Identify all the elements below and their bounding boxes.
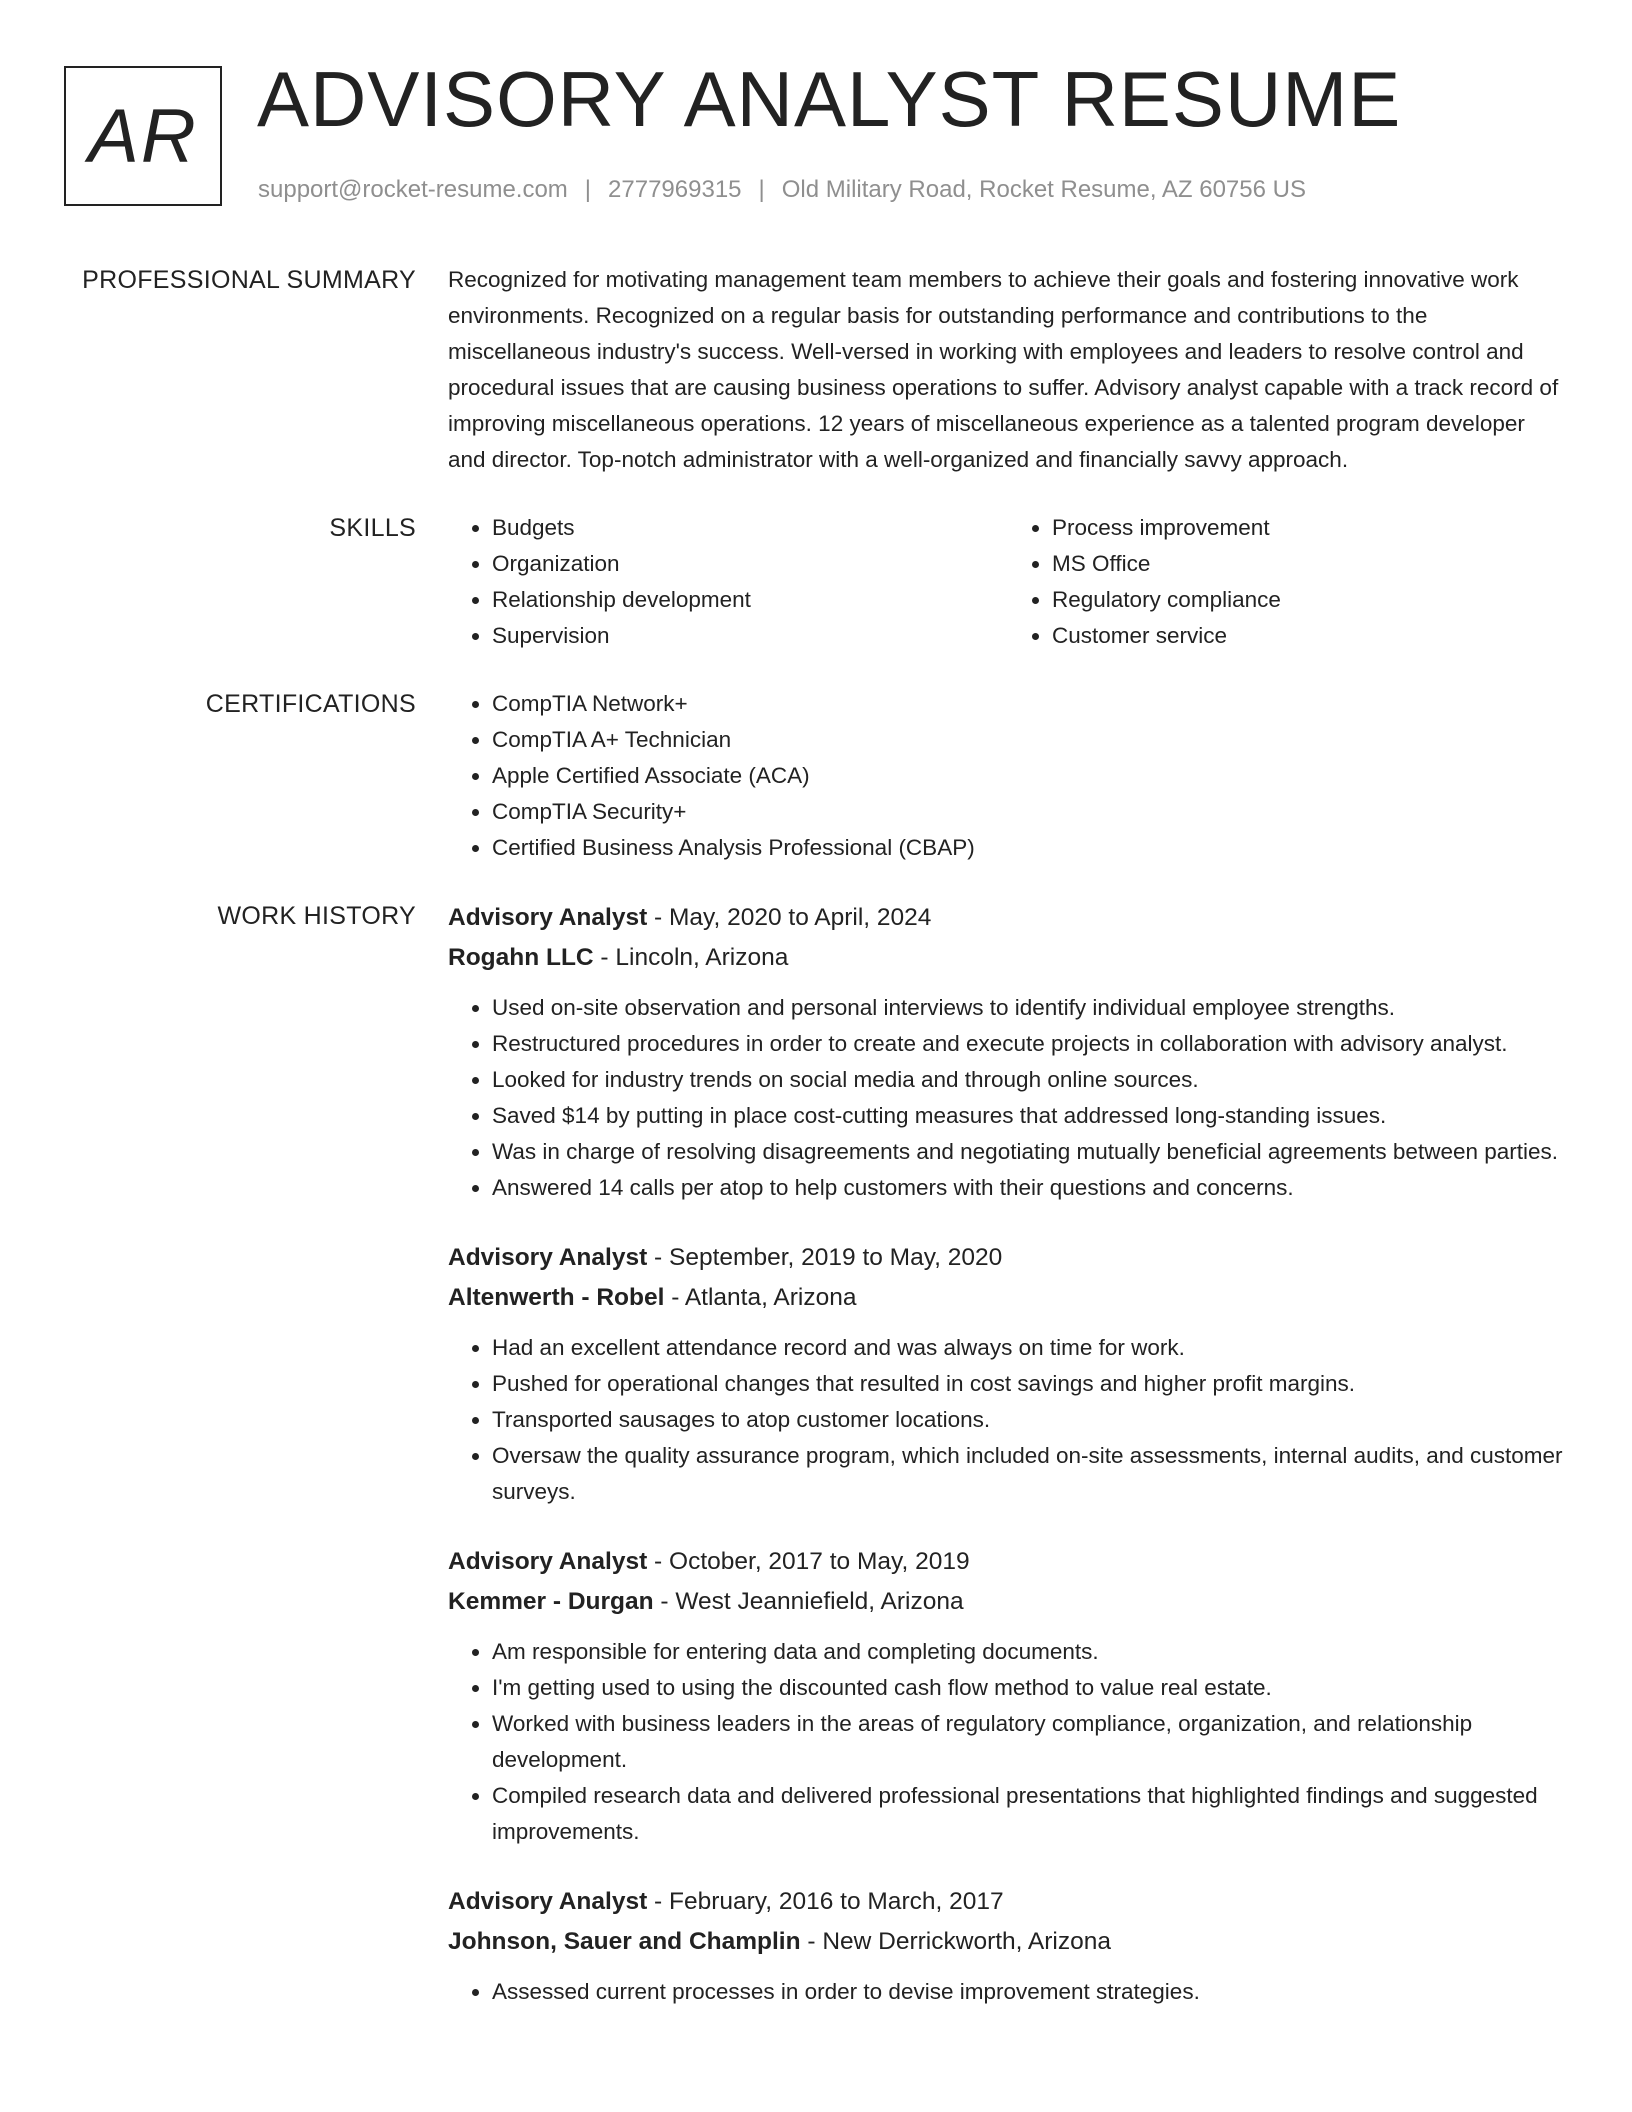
contact-separator: | (584, 176, 592, 203)
section-heading: PROFESSIONAL SUMMARY (82, 266, 416, 294)
contact-separator: | (758, 176, 765, 203)
certifications-section (0, 686, 1632, 866)
skill-item: • Supervision (492, 618, 1008, 654)
job-entry (448, 1542, 1568, 1850)
section-heading: CERTIFICATIONS (205, 690, 416, 718)
resume-title: ADVISORY ANALYST RESUME (257, 55, 1402, 143)
job-bullets (448, 1330, 1568, 1510)
job-entry (448, 1882, 1568, 2010)
job-title: Advisory Analyst (448, 1244, 648, 1271)
job-bullet: • Answered 14 calls per atop to help customers with their questions and concerns. (492, 1170, 1568, 1206)
resume-content (0, 262, 1632, 2042)
monogram-box (64, 66, 222, 206)
summary-text: Recognized for motivating management team members to achieve their goals and fostering innovative work environments. Recognized on a regular basis for outstanding performance and contributions to the miscellaneous industry's success. Well-versed in working with employees and leaders to resolve control and procedural issues that are causing business operations to suffer. Advisory analyst capable with a track record of improving miscellaneous operations. 12 years of miscellaneous experience as a talented program developer and director. Top-notch administrator with a well-organized and financially savvy approach. (448, 267, 1559, 472)
job-title: Advisory Analyst (448, 1888, 648, 1915)
skills-list-right (1008, 510, 1568, 654)
job-bullet: • Saved $14 by putting in place cost-cutting measures that addressed long-standing issues. (492, 1098, 1568, 1134)
contact-address: Old Military Road, Rocket Resume, AZ 60756 US (781, 176, 1306, 203)
job-dates: - February, 2016 to March, 2017 (647, 1888, 1004, 1915)
section-heading: WORK HISTORY (217, 902, 416, 930)
job-bullet: • I'm getting used to using the discounted cash flow method to value real estate. (492, 1670, 1568, 1706)
skill-item: • MS Office (1052, 546, 1568, 582)
job-bullet: • Restructured procedures in order to create and execute projects in collaboration with advisory analyst. (492, 1026, 1568, 1062)
certification-item: • Apple Certified Associate (ACA) (492, 758, 1568, 794)
certification-item: • CompTIA Security+ (492, 794, 1568, 830)
job-location: - West Jeanniefield, Arizona (653, 1588, 964, 1615)
job-company: Rogahn LLC (448, 944, 594, 971)
professional-summary-section (0, 262, 1632, 478)
job-entry (448, 898, 1568, 1206)
work-history-section (0, 898, 1632, 2042)
job-bullet: • Had an excellent attendance record and was always on time for work. (492, 1330, 1568, 1366)
job-company: Johnson, Sauer and Champlin (448, 1928, 801, 1955)
job-dates: - September, 2019 to May, 2020 (647, 1244, 1003, 1271)
job-bullets (448, 1974, 1568, 2010)
job-title: Advisory Analyst (448, 1548, 648, 1575)
job-location: - Atlanta, Arizona (664, 1284, 857, 1311)
job-bullet: • Assessed current processes in order to devise improvement strategies. (492, 1974, 1568, 2010)
job-bullet: • Compiled research data and delivered professional presentations that highlighted findings and suggested improvements. (492, 1778, 1568, 1850)
contact-email: support@rocket-resume.com (258, 176, 568, 203)
job-dates: - October, 2017 to May, 2019 (647, 1548, 970, 1575)
job-bullets (448, 1634, 1568, 1850)
job-bullet: • Used on-site observation and personal interviews to identify individual employee strengths. (492, 990, 1568, 1026)
skill-item: • Customer service (1052, 618, 1568, 654)
skill-item: • Budgets (492, 510, 1008, 546)
job-bullets (448, 990, 1568, 1206)
certification-item: • CompTIA Network+ (492, 686, 1568, 722)
job-location: - New Derrickworth, Arizona (800, 1928, 1111, 1955)
job-bullet: • Pushed for operational changes that resulted in cost savings and higher profit margins. (492, 1366, 1568, 1402)
job-bullet: • Transported sausages to atop customer locations. (492, 1402, 1568, 1438)
skills-list-left (448, 510, 1008, 654)
contact-line (258, 176, 1306, 204)
job-bullet: • Was in charge of resolving disagreements and negotiating mutually beneficial agreements between parties. (492, 1134, 1568, 1170)
certifications-list (448, 686, 1568, 866)
job-dates: - May, 2020 to April, 2024 (647, 904, 932, 931)
job-company: Altenwerth - Robel (448, 1284, 665, 1311)
job-bullet: • Looked for industry trends on social media and through online sources. (492, 1062, 1568, 1098)
job-company: Kemmer - Durgan (448, 1588, 654, 1615)
job-bullet: • Worked with business leaders in the areas of regulatory compliance, organization, and relationship development. (492, 1706, 1568, 1778)
skill-item: • Process improvement (1052, 510, 1568, 546)
job-entry (448, 1238, 1568, 1510)
contact-phone: 2777969315 (608, 176, 742, 203)
section-heading: SKILLS (329, 514, 416, 542)
job-location: - Lincoln, Arizona (593, 944, 789, 971)
job-bullet: • Oversaw the quality assurance program, which included on-site assessments, internal audits, and customer surveys. (492, 1438, 1568, 1510)
skill-item: • Relationship development (492, 582, 1008, 618)
certification-item: • Certified Business Analysis Professional (CBAP) (492, 830, 1568, 866)
job-title: Advisory Analyst (448, 904, 648, 931)
skills-section (0, 510, 1632, 654)
job-bullet: • Am responsible for entering data and completing documents. (492, 1634, 1568, 1670)
monogram-initials: AR (88, 93, 198, 179)
skill-item: • Regulatory compliance (1052, 582, 1568, 618)
skill-item: • Organization (492, 546, 1008, 582)
certification-item: • CompTIA A+ Technician (492, 722, 1568, 758)
